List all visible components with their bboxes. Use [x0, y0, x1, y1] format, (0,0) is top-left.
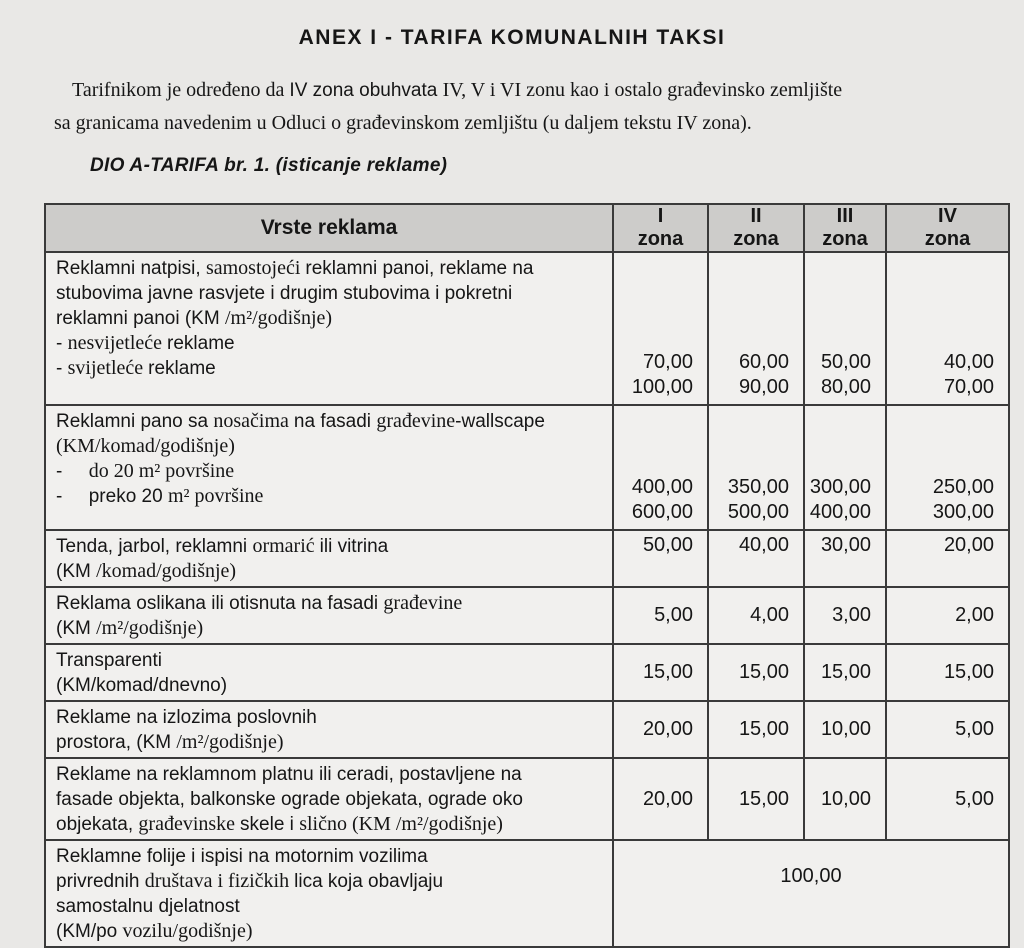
label-line	[56, 762, 608, 787]
text-segment: Reklamni natpisi,	[56, 258, 206, 279]
document-title: ANEX I - TARIFA KOMUNALNIH TAKSI	[298, 26, 726, 49]
row-value-zona-2	[708, 530, 804, 587]
intro-paragraph	[54, 74, 996, 139]
row-value-zona-2	[708, 405, 804, 530]
row-value-zona-1	[613, 405, 708, 530]
text-segment: /m²/godišnje)	[96, 617, 204, 639]
table-row-reklame-platno-cerada	[45, 758, 1009, 840]
label-line	[56, 306, 608, 331]
zone-word: zona	[733, 228, 779, 250]
text-segment: (KM /m²/godišnje)	[351, 813, 503, 835]
value-line: 90,00	[738, 376, 789, 398]
row-value-zona-3	[804, 405, 886, 530]
text-segment: -	[56, 333, 68, 354]
section-subtitle: DIO A-TARIFA br. 1. (isticanje reklame)	[90, 155, 448, 176]
text-segment: /m²/godišnje)	[224, 307, 333, 329]
value-line: 10,00	[820, 718, 871, 740]
value-line: 60,00	[738, 351, 789, 373]
text-segment: društava i fizičkih	[144, 870, 295, 892]
label-line	[56, 787, 608, 812]
row-value-zona-4	[886, 252, 1009, 405]
text-segment: prostora, (KM	[56, 732, 177, 753]
text-segment: građevine	[376, 410, 456, 432]
value-line: 50,00	[820, 351, 871, 373]
row-value-zona-3	[804, 530, 886, 587]
row-value-zona-4	[886, 758, 1009, 840]
text-segment: do 20 m² površine	[88, 460, 235, 482]
text-segment: Reklamne folije i ispisi na motornim vozilima	[56, 846, 428, 867]
value-line: 15,00	[738, 787, 789, 810]
table-row-reklama-oslikana-fasada	[45, 587, 1009, 644]
text-segment: samostojeći	[205, 257, 306, 279]
label-line	[56, 534, 608, 559]
text-segment: ormarić	[252, 535, 320, 557]
row-value-merged-reklamne-folije-vozila: 100,00	[613, 840, 1009, 947]
label-line	[56, 648, 608, 673]
text-segment: -wallscape	[455, 411, 545, 432]
value-line: 15,00	[820, 661, 871, 683]
value-line: 5,00	[955, 718, 994, 740]
text-segment: -	[56, 461, 89, 482]
label-line	[56, 256, 608, 281]
label-line	[56, 869, 608, 894]
value-line: 5,00	[654, 604, 693, 626]
text-segment: na fasadi	[293, 411, 377, 432]
row-value-zona-2	[708, 252, 804, 405]
row-value-zona-1	[613, 701, 708, 758]
row-label-reklama-oslikana-fasada	[45, 587, 613, 644]
text-segment: građevine	[383, 592, 463, 614]
row-value-zona-1	[613, 587, 708, 644]
text-segment: preko 20	[88, 486, 168, 507]
label-line	[56, 459, 608, 484]
zone-numeral: IV	[938, 205, 957, 227]
label-line	[56, 894, 608, 919]
text-segment: (KM/po	[56, 921, 123, 942]
zone-word: zona	[822, 228, 868, 250]
row-value-zona-4	[886, 405, 1009, 530]
table-row-reklamni-pano-wallscape	[45, 405, 1009, 530]
table-row-tenda-jarbol-vitrina	[45, 530, 1009, 587]
text-segment: vozilu/godišnje)	[122, 920, 253, 942]
text-segment: Reklame na izlozima poslovnih	[56, 707, 317, 728]
label-line	[56, 331, 608, 356]
text-segment: lica koja obavljaju	[294, 871, 444, 892]
row-value-zona-1	[613, 644, 708, 701]
value-line: 15,00	[943, 661, 994, 683]
text-segment: m² površine	[167, 485, 264, 507]
value-line: 40,00	[943, 351, 994, 373]
value-line: 20,00	[943, 534, 994, 556]
row-value-zona-1	[613, 530, 708, 587]
value-line: 300,00	[932, 501, 994, 523]
text-segment: sa granicama navedenim u Odluci o građevinskom zemljištu (u daljem tekstu IV zona).	[54, 112, 752, 134]
value-line: 50,00	[642, 534, 693, 556]
text-segment: -	[56, 358, 68, 379]
header-row	[45, 204, 1009, 252]
value-line: 3,00	[832, 604, 871, 626]
label-line	[56, 616, 608, 641]
text-segment: IV zona obuhvata	[289, 80, 443, 101]
text-segment: Reklame na reklamnom platnu ili ceradi, postavljene na	[56, 764, 522, 785]
column-header-zona-3	[804, 204, 886, 252]
tariff-table	[44, 203, 1010, 948]
row-label-reklame-platno-cerada	[45, 758, 613, 840]
text-segment: -	[56, 486, 89, 507]
zone-numeral: III	[836, 205, 854, 227]
text-segment: građevinske	[138, 813, 241, 835]
value-line: 2,00	[955, 604, 994, 626]
label-line	[56, 730, 608, 755]
zone-word: zona	[637, 228, 684, 250]
text-segment: slično	[299, 813, 352, 835]
text-segment: samostalnu djelatnost	[56, 896, 240, 917]
text-segment: nosačima	[213, 410, 294, 432]
row-value-zona-2	[708, 701, 804, 758]
row-value-zona-4	[886, 701, 1009, 758]
table-row-reklamni-natpisi	[45, 252, 1009, 405]
label-line	[56, 559, 608, 584]
value-line: 20,00	[642, 787, 693, 810]
row-value-zona-1	[613, 758, 708, 840]
text-segment: Tarifnikom je određeno da	[72, 79, 290, 101]
text-segment: reklame	[167, 333, 235, 354]
row-value-zona-4	[886, 587, 1009, 644]
row-label-reklame-izlozi	[45, 701, 613, 758]
table-row-reklamne-folije-vozila	[45, 840, 1009, 947]
value-line: 4,00	[750, 604, 789, 626]
column-header-zona-2	[708, 204, 804, 252]
label-line	[56, 356, 608, 381]
value-line: 30,00	[820, 534, 871, 556]
row-label-reklamne-folije-vozila	[45, 840, 613, 947]
text-segment: reklamni panoi (KM	[56, 308, 225, 329]
label-line	[56, 919, 608, 944]
text-segment: (KM	[56, 618, 97, 639]
value-line: 400,00	[809, 501, 871, 523]
row-label-transparenti	[45, 644, 613, 701]
label-line	[56, 409, 608, 434]
value-line: 600,00	[631, 501, 693, 523]
value-line: 300,00	[809, 476, 871, 498]
text-segment: IV, V i VI zonu kao i ostalo građevinsko zemljište	[442, 79, 843, 101]
value-line: 15,00	[738, 718, 789, 740]
text-segment: svijetleće	[67, 357, 149, 379]
value-line: 70,00	[642, 351, 693, 373]
row-label-reklamni-pano-wallscape	[45, 405, 613, 530]
value-line: 500,00	[727, 501, 789, 523]
text-segment: stubovima javne rasvjete i drugim stubovima i pokretni	[56, 283, 513, 304]
table-row-transparenti	[45, 644, 1009, 701]
zone-numeral: I	[657, 205, 664, 227]
value-line: 5,00	[955, 787, 994, 810]
row-value-zona-3	[804, 644, 886, 701]
row-value-zona-2	[708, 587, 804, 644]
value-line: 40,00	[738, 534, 789, 556]
column-header-vrste-reklama: Vrste reklama	[45, 204, 613, 252]
value-line: 250,00	[932, 476, 994, 498]
text-segment: objekata,	[56, 814, 139, 835]
column-header-zona-4	[886, 204, 1009, 252]
row-label-reklamni-natpisi	[45, 252, 613, 405]
text-segment: privrednih	[56, 871, 145, 892]
row-value-zona-1	[613, 252, 708, 405]
table-row-reklame-izlozi	[45, 701, 1009, 758]
text-segment: reklamni panoi, reklame na	[305, 258, 534, 279]
label-line	[56, 705, 608, 730]
label-line	[56, 434, 608, 459]
row-value-zona-4	[886, 530, 1009, 587]
value-line: 20,00	[642, 718, 693, 740]
row-label-tenda-jarbol-vitrina	[45, 530, 613, 587]
text-segment: Tenda, jarbol, reklamni	[56, 536, 253, 557]
value-line: 15,00	[642, 661, 693, 683]
text-segment: (KM	[56, 561, 97, 582]
value-line: 80,00	[820, 376, 871, 398]
label-line	[56, 812, 608, 837]
row-value-zona-3	[804, 758, 886, 840]
text-segment: ili vitrina	[319, 536, 389, 557]
text-segment: fasade objekta, balkonske ograde objekata, ograde oko	[56, 789, 523, 810]
text-segment: /m²/godišnje)	[176, 731, 284, 753]
text-segment: skele i	[240, 814, 300, 835]
row-value-zona-3	[804, 252, 886, 405]
label-line	[56, 844, 608, 869]
value-line: 15,00	[738, 661, 789, 683]
label-line	[56, 281, 608, 306]
text-segment: (KM/komad/dnevno)	[56, 675, 228, 696]
value-line: 70,00	[943, 376, 994, 398]
label-line	[56, 484, 608, 509]
value-line: 100,00	[631, 376, 693, 398]
row-value-zona-3	[804, 587, 886, 644]
value-line: 350,00	[727, 476, 789, 498]
text-segment: Reklamni pano sa	[56, 411, 214, 432]
label-line	[56, 673, 608, 698]
zone-numeral: II	[750, 205, 762, 227]
zone-word: zona	[924, 228, 971, 250]
value-line: 10,00	[820, 787, 871, 810]
text-segment: (KM/komad/godišnje)	[56, 435, 235, 457]
text-segment: reklame	[148, 358, 216, 379]
text-segment: Transparenti	[56, 650, 162, 671]
text-segment: /komad/godišnje)	[96, 560, 237, 582]
label-line	[56, 591, 608, 616]
text-segment: Reklama oslikana ili otisnuta na fasadi	[56, 593, 384, 614]
column-header-zona-1	[613, 204, 708, 252]
value-line: 400,00	[631, 476, 693, 498]
text-segment: nesvijetleće	[67, 332, 168, 354]
row-value-zona-3	[804, 701, 886, 758]
row-value-zona-4	[886, 644, 1009, 701]
row-value-zona-2	[708, 644, 804, 701]
row-value-zona-2	[708, 758, 804, 840]
